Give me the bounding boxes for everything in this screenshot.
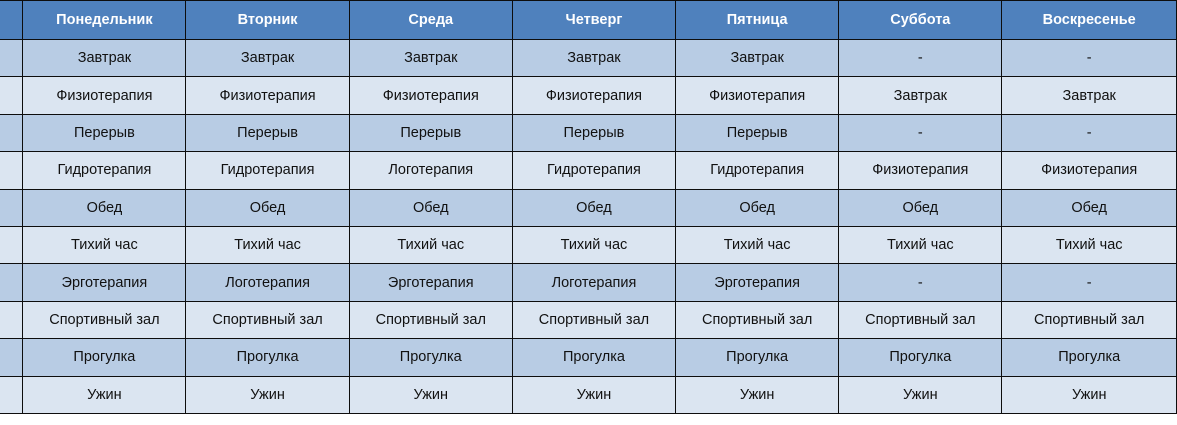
activity-cell: Спортивный зал [512,301,675,338]
time-cell [0,152,23,189]
activity-cell: Логотерапия [512,264,675,301]
activity-cell: Ужин [186,376,349,413]
table-row [0,376,1177,413]
time-cell [0,114,23,151]
activity-cell: Эрготерапия [676,264,839,301]
activity-cell: Ужин [839,376,1002,413]
activity-cell: - [1002,264,1177,301]
activity-cell: Завтрак [839,77,1002,114]
activity-cell: Гидротерапия [512,152,675,189]
activity-cell: Завтрак [186,40,349,77]
activity-cell: Физиотерапия [23,77,186,114]
activity-cell: Прогулка [839,339,1002,376]
activity-cell: Прогулка [23,339,186,376]
activity-cell: Спортивный зал [839,301,1002,338]
activity-cell: Спортивный зал [349,301,512,338]
schedule-body [0,40,1177,414]
table-row [0,226,1177,263]
activity-cell: Завтрак [349,40,512,77]
activity-cell: Перерыв [512,114,675,151]
activity-cell: Перерыв [186,114,349,151]
activity-cell: Физиотерапия [349,77,512,114]
activity-cell: Тихий час [1002,226,1177,263]
activity-cell: Логотерапия [186,264,349,301]
time-cell [0,77,23,114]
activity-cell: Тихий час [23,226,186,263]
column-header-tuesday: Вторник [186,1,349,40]
column-header-wednesday: Среда [349,1,512,40]
table-row [0,339,1177,376]
column-header-monday: Понедельник [23,1,186,40]
activity-cell: Завтрак [23,40,186,77]
time-cell [0,376,23,413]
table-row [0,114,1177,151]
activity-cell: Обед [512,189,675,226]
activity-cell: Логотерапия [349,152,512,189]
activity-cell: Обед [1002,189,1177,226]
activity-cell: Обед [186,189,349,226]
activity-cell: Обед [676,189,839,226]
activity-cell: Спортивный зал [676,301,839,338]
activity-cell: Тихий час [512,226,675,263]
activity-cell: Гидротерапия [186,152,349,189]
activity-cell: Физиотерапия [512,77,675,114]
activity-cell: Физиотерапия [676,77,839,114]
activity-cell: Тихий час [839,226,1002,263]
header-row [0,1,1177,40]
activity-cell: Прогулка [1002,339,1177,376]
activity-cell: Ужин [1002,376,1177,413]
activity-cell: Перерыв [23,114,186,151]
activity-cell: Физиотерапия [839,152,1002,189]
activity-cell: Прогулка [186,339,349,376]
activity-cell: Перерыв [349,114,512,151]
activity-cell: - [839,114,1002,151]
activity-cell: Спортивный зал [23,301,186,338]
activity-cell: Гидротерапия [676,152,839,189]
activity-cell: - [839,40,1002,77]
column-header-friday: Пятница [676,1,839,40]
activity-cell: Тихий час [186,226,349,263]
activity-cell: - [1002,114,1177,151]
column-header-sunday: Воскресенье [1002,1,1177,40]
time-cell [0,301,23,338]
activity-cell: Прогулка [512,339,675,376]
table-row [0,189,1177,226]
column-header-thursday: Четверг [512,1,675,40]
activity-cell: Обед [349,189,512,226]
activity-cell: Ужин [349,376,512,413]
time-cell [0,226,23,263]
activity-cell: Гидротерапия [23,152,186,189]
time-cell [0,264,23,301]
activity-cell: Перерыв [676,114,839,151]
activity-cell: Эрготерапия [349,264,512,301]
column-header-saturday: Суббота [839,1,1002,40]
activity-cell: Физиотерапия [1002,152,1177,189]
table-row [0,40,1177,77]
column-header-time [0,1,23,40]
time-cell [0,40,23,77]
time-cell [0,339,23,376]
activity-cell: Физиотерапия [186,77,349,114]
activity-cell: Завтрак [676,40,839,77]
activity-cell: Обед [839,189,1002,226]
activity-cell: Завтрак [512,40,675,77]
table-row [0,264,1177,301]
table-row [0,301,1177,338]
schedule-header [0,1,1177,40]
activity-cell: Обед [23,189,186,226]
activity-cell: Прогулка [349,339,512,376]
activity-cell: Ужин [23,376,186,413]
activity-cell: - [1002,40,1177,77]
table-row [0,152,1177,189]
activity-cell: Спортивный зал [1002,301,1177,338]
activity-cell: - [839,264,1002,301]
activity-cell: Ужин [512,376,675,413]
activity-cell: Спортивный зал [186,301,349,338]
activity-cell: Тихий час [676,226,839,263]
time-cell [0,189,23,226]
table-row [0,77,1177,114]
activity-cell: Ужин [676,376,839,413]
activity-cell: Эрготерапия [23,264,186,301]
activity-cell: Тихий час [349,226,512,263]
activity-cell: Прогулка [676,339,839,376]
activity-cell: Завтрак [1002,77,1177,114]
